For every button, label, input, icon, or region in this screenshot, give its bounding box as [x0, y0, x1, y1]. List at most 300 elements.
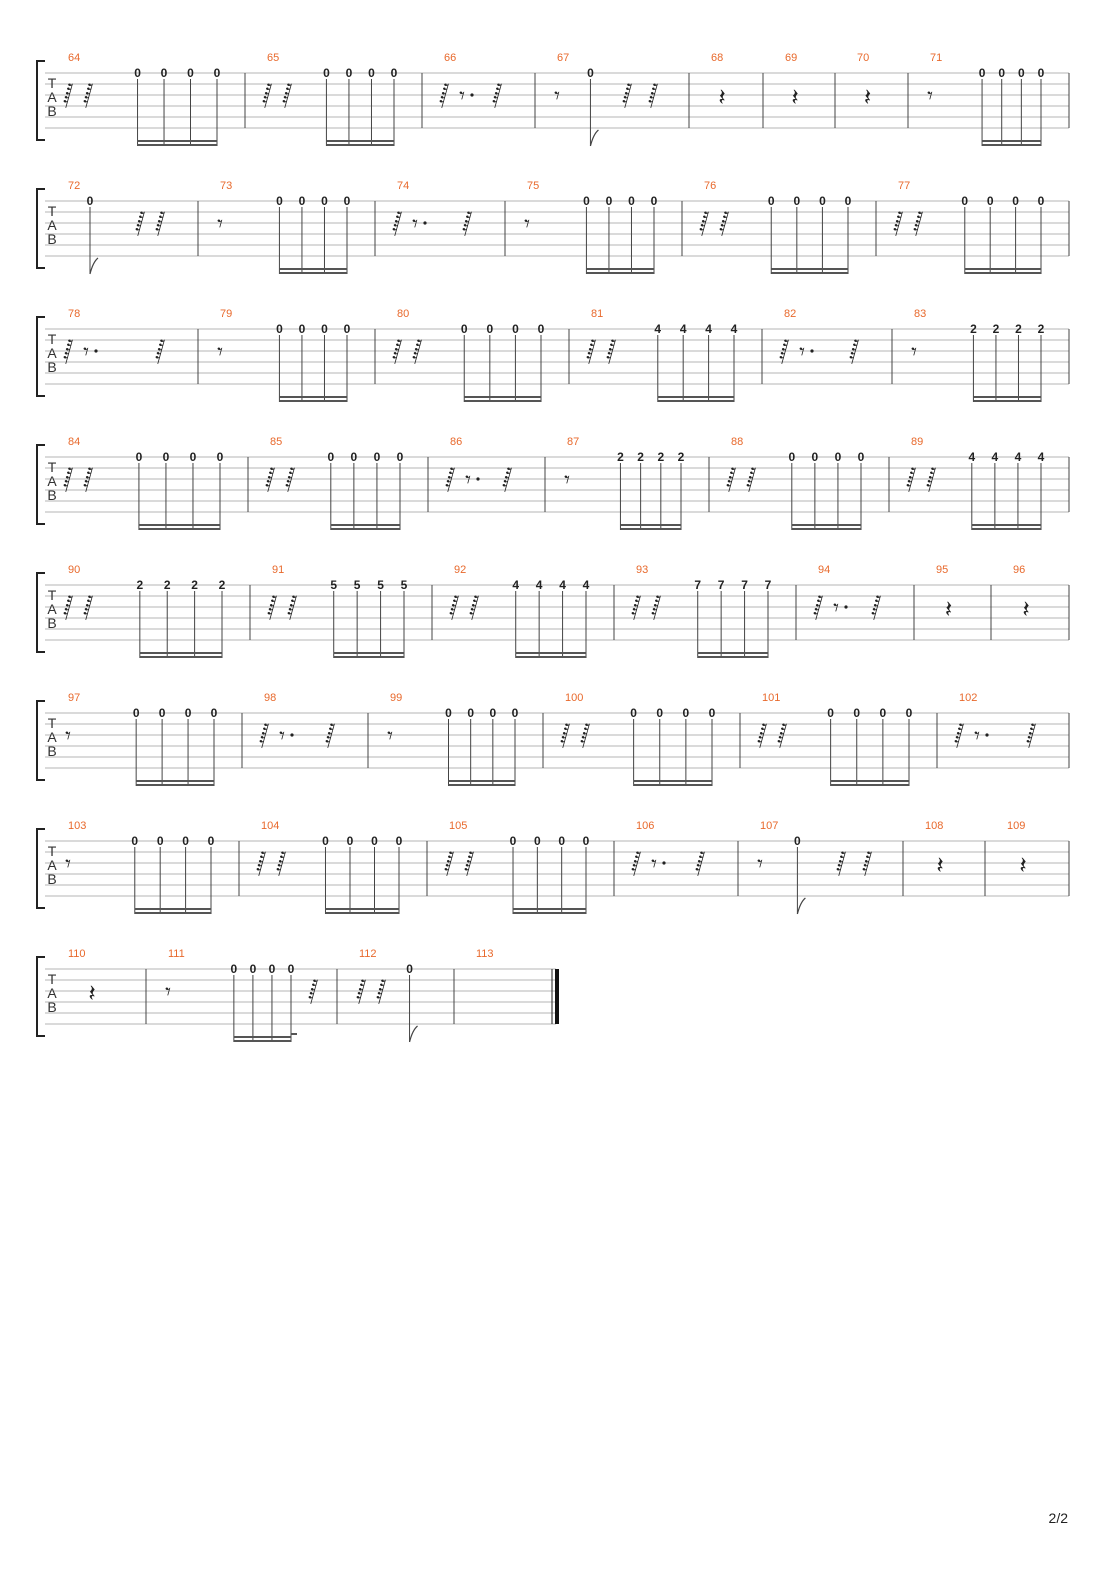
fret-number: 2 — [136, 578, 144, 592]
beam — [138, 144, 217, 146]
quarter-rest: 𝄽 — [936, 851, 944, 879]
fret-number: 0 — [189, 450, 197, 464]
measure — [564, 436, 685, 530]
measure-number: 97 — [68, 692, 81, 704]
thirty-second-rest: 𝅂 — [356, 980, 366, 1005]
beam — [138, 140, 217, 142]
tab-clef-letter: T — [47, 459, 57, 475]
fret-number: 0 — [486, 322, 494, 336]
thirty-second-rest: 𝅂 — [469, 596, 479, 621]
dot — [810, 349, 813, 352]
eighth-rest: 𝄾 — [65, 724, 71, 749]
measure-number: 112 — [359, 948, 377, 960]
measure — [63, 564, 226, 658]
beam — [234, 1040, 291, 1042]
measure — [68, 948, 96, 1007]
thirty-second-rest: 𝅂 — [813, 596, 823, 621]
beam — [792, 528, 861, 530]
fret-number: 0 — [207, 834, 215, 848]
measure-number: 70 — [857, 52, 870, 64]
tab-clef-letter: T — [47, 331, 57, 347]
measure — [757, 820, 872, 914]
measure — [217, 308, 351, 402]
beam — [513, 912, 586, 914]
fret-number: 2 — [992, 322, 1000, 336]
thirty-second-rest: 𝅂 — [449, 596, 459, 621]
beam — [698, 656, 768, 658]
fret-number: 0 — [187, 66, 194, 80]
fret-number: 0 — [182, 834, 189, 848]
thirty-second-rest: 𝅂 — [444, 852, 454, 877]
beam — [279, 396, 347, 398]
measure-number: 91 — [272, 564, 285, 576]
measure — [586, 308, 738, 402]
fret-number: 0 — [582, 834, 590, 848]
tab-clef-letter: B — [47, 999, 57, 1015]
quarter-rest: 𝄽 — [791, 83, 799, 111]
eighth-rest: 𝄾 — [974, 724, 980, 749]
measure-number: 85 — [270, 436, 283, 448]
thirty-second-rest: 𝅂 — [462, 212, 472, 237]
fret-number: 0 — [131, 834, 139, 848]
beam — [965, 272, 1041, 274]
thirty-second-rest: 𝅂 — [849, 340, 859, 365]
tab-clef-letter: A — [47, 857, 57, 873]
fret-number: 0 — [512, 322, 519, 336]
tab-clef-letter: T — [47, 715, 57, 731]
fret-number: 2 — [1037, 322, 1045, 336]
beam — [516, 652, 586, 654]
thirty-second-rest: 𝅂 — [155, 340, 165, 365]
system-bracket — [37, 573, 45, 652]
thirty-second-rest: 𝅂 — [63, 596, 73, 621]
measure — [925, 820, 944, 879]
fret-number: 0 — [628, 194, 635, 208]
fret-number: 0 — [767, 194, 775, 208]
note-flag — [410, 1026, 418, 1042]
tab-clef-letter: T — [47, 75, 57, 91]
fret-number: 0 — [708, 706, 716, 720]
dot — [476, 477, 479, 480]
fret-number: 0 — [371, 834, 378, 848]
measure-number: 74 — [397, 180, 410, 192]
measure — [785, 52, 799, 111]
fret-number: 4 — [705, 322, 712, 336]
fret-number: 0 — [1018, 66, 1025, 80]
measure-number: 102 — [959, 692, 978, 704]
thirty-second-rest: 𝅂 — [287, 596, 297, 621]
fret-number: 2 — [637, 450, 644, 464]
fret-number: 0 — [327, 450, 335, 464]
beam — [135, 912, 211, 914]
fret-number: 0 — [249, 962, 257, 976]
fret-number: 0 — [467, 706, 475, 720]
thirty-second-rest: 𝅂 — [502, 468, 512, 493]
thirty-second-rest: 𝅂 — [464, 852, 474, 877]
thirty-second-rest: 𝅂 — [862, 852, 872, 877]
beam — [334, 656, 404, 658]
measure-number: 80 — [397, 308, 410, 320]
thirty-second-rest: 𝅂 — [560, 724, 570, 749]
fret-number: 0 — [396, 450, 404, 464]
measure — [1013, 564, 1030, 623]
beam — [634, 784, 712, 786]
eighth-rest: 𝄾 — [459, 84, 465, 109]
beam — [140, 652, 222, 654]
eighth-rest: 𝄾 — [524, 212, 530, 237]
measure — [476, 948, 494, 960]
measure-number: 86 — [450, 436, 463, 448]
fret-number: 0 — [656, 706, 664, 720]
thirty-second-rest: 𝅂 — [954, 724, 964, 749]
quarter-rest: 𝄽 — [863, 83, 872, 111]
tab-clef-letter: A — [47, 729, 57, 745]
dot — [985, 733, 988, 736]
measure — [699, 180, 852, 274]
beam — [973, 396, 1041, 398]
fret-number: 0 — [905, 706, 913, 720]
fret-number: 0 — [298, 194, 306, 208]
thirty-second-rest: 𝅂 — [631, 852, 641, 877]
fret-number: 0 — [390, 66, 398, 80]
fret-number: 0 — [135, 450, 143, 464]
tab-clef-letter: T — [47, 203, 57, 219]
beam — [516, 656, 586, 658]
thirty-second-rest: 𝅂 — [631, 596, 641, 621]
beam — [449, 780, 516, 782]
thirty-second-rest: 𝅂 — [1026, 724, 1036, 749]
fret-number: 0 — [213, 66, 221, 80]
beam — [658, 400, 734, 402]
measure-number: 89 — [911, 436, 924, 448]
beam — [586, 268, 654, 270]
thirty-second-rest: 𝅂 — [439, 84, 449, 109]
measure — [631, 564, 772, 658]
measure-number: 66 — [444, 52, 457, 64]
thirty-second-rest: 𝅂 — [648, 84, 658, 109]
measure-number: 81 — [591, 308, 604, 320]
tab-clef-letter: T — [47, 971, 57, 987]
measure — [392, 180, 472, 237]
fret-number: 0 — [1037, 66, 1045, 80]
measure-number: 88 — [731, 436, 744, 448]
fret-number: 0 — [321, 322, 328, 336]
measure — [68, 180, 165, 274]
measure — [256, 820, 403, 914]
eighth-rest: 𝄾 — [217, 212, 223, 237]
fret-number: 0 — [1012, 194, 1019, 208]
measure — [813, 564, 881, 621]
system-bracket — [37, 61, 45, 140]
thirty-second-rest: 𝅂 — [412, 340, 422, 365]
beam — [982, 140, 1041, 142]
measure — [560, 692, 716, 786]
fret-number: 0 — [793, 194, 801, 208]
measure — [165, 948, 318, 1042]
thirty-second-rest: 𝅂 — [285, 468, 295, 493]
measure-number: 65 — [267, 52, 280, 64]
tab-clef-letter: T — [47, 843, 57, 859]
fret-number: 0 — [788, 450, 796, 464]
staff-system — [37, 564, 1069, 658]
tab-clef-letter: A — [47, 601, 57, 617]
thirty-second-rest: 𝅂 — [492, 84, 502, 109]
thirty-second-rest: 𝅂 — [871, 596, 881, 621]
measure-number: 69 — [785, 52, 798, 64]
fret-number: 0 — [230, 962, 238, 976]
measure-number: 105 — [449, 820, 468, 832]
measure-number: 71 — [930, 52, 943, 64]
thirty-second-rest: 𝅂 — [282, 84, 292, 109]
beam — [139, 524, 220, 526]
fret-number: 2 — [1015, 322, 1022, 336]
thirty-second-rest: 𝅂 — [276, 852, 286, 877]
thirty-second-rest: 𝅂 — [392, 212, 402, 237]
eighth-rest: 𝄾 — [279, 724, 285, 749]
beam — [331, 524, 400, 526]
fret-number: 0 — [276, 194, 283, 208]
fret-number: 2 — [191, 578, 198, 592]
fret-number: 0 — [346, 834, 354, 848]
thirty-second-rest: 𝅂 — [83, 596, 93, 621]
fret-number: 0 — [844, 194, 852, 208]
dot — [94, 349, 97, 352]
thirty-second-rest: 𝅂 — [906, 468, 916, 493]
fret-number: 4 — [1014, 450, 1022, 464]
measure-number: 101 — [762, 692, 781, 704]
quarter-rest: 𝄽 — [1022, 595, 1030, 623]
measure — [259, 692, 335, 749]
measure — [265, 436, 404, 530]
page-number: 2/2 — [1048, 1510, 1068, 1526]
beam — [279, 272, 347, 274]
dot — [423, 221, 426, 224]
measure-number: 108 — [925, 820, 944, 832]
thirty-second-rest: 𝅂 — [726, 468, 736, 493]
fret-number: 2 — [677, 450, 685, 464]
thirty-second-rest: 𝅂 — [376, 980, 386, 1005]
thirty-second-rest: 𝅂 — [445, 468, 455, 493]
beam — [136, 784, 214, 786]
eighth-rest: 𝄾 — [83, 340, 89, 365]
tab-clef-letter: A — [47, 217, 57, 233]
quarter-rest: 𝄽 — [1019, 851, 1027, 879]
thirty-second-rest: 𝅂 — [135, 212, 145, 237]
measure-number: 104 — [261, 820, 280, 832]
fret-number: 0 — [158, 706, 166, 720]
measure — [445, 436, 512, 493]
beam — [792, 524, 861, 526]
measure-number: 73 — [220, 180, 233, 192]
beam — [279, 400, 347, 402]
thirty-second-rest: 𝅂 — [779, 340, 789, 365]
beam — [698, 652, 768, 654]
measure-number: 96 — [1013, 564, 1026, 576]
staff-system — [37, 820, 1069, 914]
measure — [439, 52, 502, 109]
fret-number: 4 — [559, 578, 566, 592]
measure-number: 94 — [818, 564, 831, 576]
fret-number: 0 — [879, 706, 887, 720]
thirty-second-rest: 𝅂 — [926, 468, 936, 493]
thirty-second-rest: 𝅂 — [913, 212, 923, 237]
thirty-second-rest: 𝅂 — [746, 468, 756, 493]
dot — [290, 733, 293, 736]
thirty-second-rest: 𝅂 — [259, 724, 269, 749]
fret-number: 4 — [968, 450, 976, 464]
tab-clef-letter: A — [47, 89, 57, 105]
final-barline-thick — [555, 969, 559, 1024]
thirty-second-rest: 𝅂 — [586, 340, 596, 365]
beam — [464, 396, 541, 398]
fret-number: 5 — [400, 578, 408, 592]
measure-number: 113 — [476, 948, 494, 960]
fret-number: 0 — [406, 962, 413, 976]
fret-number: 0 — [350, 450, 358, 464]
quarter-rest: 𝄽 — [718, 83, 726, 111]
fret-number: 7 — [741, 578, 748, 592]
fret-number: 4 — [730, 322, 738, 336]
fret-number: 0 — [961, 194, 969, 208]
thirty-second-rest: 𝅂 — [265, 468, 275, 493]
dot — [844, 605, 847, 608]
quarter-rest: 𝄽 — [944, 595, 953, 623]
measure-number: 78 — [68, 308, 81, 320]
measure-number: 75 — [527, 180, 540, 192]
fret-number: 0 — [395, 834, 403, 848]
fret-number: 0 — [298, 322, 306, 336]
beam — [326, 140, 394, 142]
measure — [449, 564, 590, 658]
beam — [279, 268, 347, 270]
tab-clef-letter: A — [47, 345, 57, 361]
fret-number: 0 — [605, 194, 613, 208]
fret-number: 2 — [218, 578, 226, 592]
eighth-rest: 𝄾 — [465, 468, 471, 493]
measure — [893, 180, 1045, 274]
fret-number: 5 — [377, 578, 384, 592]
tab-clef-letter: B — [47, 615, 57, 631]
thirty-second-rest: 𝅂 — [580, 724, 590, 749]
thirty-second-rest: 𝅂 — [63, 468, 73, 493]
eighth-rest: 𝄾 — [217, 340, 223, 365]
fret-number: 0 — [558, 834, 566, 848]
fret-number: 0 — [184, 706, 192, 720]
fret-number: 0 — [794, 834, 801, 848]
measure-number: 87 — [567, 436, 580, 448]
fret-number: 0 — [368, 66, 375, 80]
thirty-second-rest: 𝅂 — [83, 84, 93, 109]
eighth-rest: 𝄾 — [799, 340, 805, 365]
measure — [1007, 820, 1027, 879]
thirty-second-rest: 𝅂 — [757, 724, 767, 749]
measure — [779, 308, 859, 365]
fret-number: 0 — [986, 194, 994, 208]
measure-number: 84 — [68, 436, 81, 448]
measure — [217, 180, 351, 274]
measure — [927, 52, 1045, 146]
measure — [63, 436, 224, 530]
measure — [936, 564, 952, 623]
beam — [982, 144, 1041, 146]
fret-number: 4 — [1037, 450, 1045, 464]
beam — [136, 780, 214, 782]
fret-number: 5 — [330, 578, 338, 592]
tab-clef-letter: B — [47, 871, 57, 887]
eighth-rest: 𝄾 — [412, 212, 418, 237]
eighth-rest: 𝄾 — [833, 596, 839, 621]
beam — [634, 780, 712, 782]
measure-number: 72 — [68, 180, 81, 192]
fret-number: 0 — [682, 706, 690, 720]
beam — [325, 908, 399, 910]
fret-number: 0 — [834, 450, 842, 464]
fret-number: 2 — [163, 578, 171, 592]
beam — [140, 656, 222, 658]
beam — [771, 268, 848, 270]
beam — [234, 1036, 291, 1038]
tab-clef-letter: T — [47, 587, 57, 603]
dot — [470, 93, 473, 96]
measure — [262, 52, 398, 146]
fret-number: 0 — [86, 194, 94, 208]
eighth-rest: 𝄾 — [554, 84, 560, 109]
beam — [449, 784, 516, 786]
measure — [954, 692, 1036, 749]
measure — [906, 436, 1045, 530]
tab-clef-letter: B — [47, 743, 57, 759]
measure-number: 90 — [68, 564, 81, 576]
fret-number: 7 — [764, 578, 772, 592]
thirty-second-rest: 𝅂 — [777, 724, 787, 749]
fret-number: 0 — [630, 706, 637, 720]
measure-number: 110 — [68, 948, 86, 960]
fret-number: 4 — [582, 578, 590, 592]
beam — [139, 528, 220, 530]
measure-number: 93 — [636, 564, 649, 576]
system-bracket — [37, 317, 45, 396]
fret-number: 0 — [857, 450, 865, 464]
thirty-second-rest: 𝅂 — [699, 212, 709, 237]
beam — [620, 524, 681, 526]
fret-number: 0 — [819, 194, 826, 208]
thirty-second-rest: 𝅂 — [256, 852, 266, 877]
measure — [524, 180, 658, 274]
fret-number: 0 — [162, 450, 170, 464]
beam — [586, 272, 654, 274]
thirty-second-rest: 𝅂 — [622, 84, 632, 109]
measure-number: 76 — [704, 180, 717, 192]
measure-number: 111 — [168, 948, 185, 960]
thirty-second-rest: 𝅂 — [651, 596, 661, 621]
beam — [513, 908, 586, 910]
measure-number: 83 — [914, 308, 927, 320]
fret-number: 0 — [511, 706, 519, 720]
note-flag — [797, 898, 805, 914]
measure — [554, 52, 658, 146]
beam — [973, 400, 1041, 402]
fret-number: 0 — [160, 66, 168, 80]
eighth-rest: 𝄾 — [927, 84, 933, 109]
fret-number: 4 — [512, 578, 520, 592]
eighth-rest: 𝄾 — [387, 724, 393, 749]
measure-number: 68 — [711, 52, 724, 64]
eighth-rest: 𝄾 — [651, 852, 657, 877]
measure — [387, 692, 519, 786]
beam — [771, 272, 848, 274]
eighth-rest: 𝄾 — [165, 980, 171, 1005]
staff-system — [37, 52, 1069, 146]
